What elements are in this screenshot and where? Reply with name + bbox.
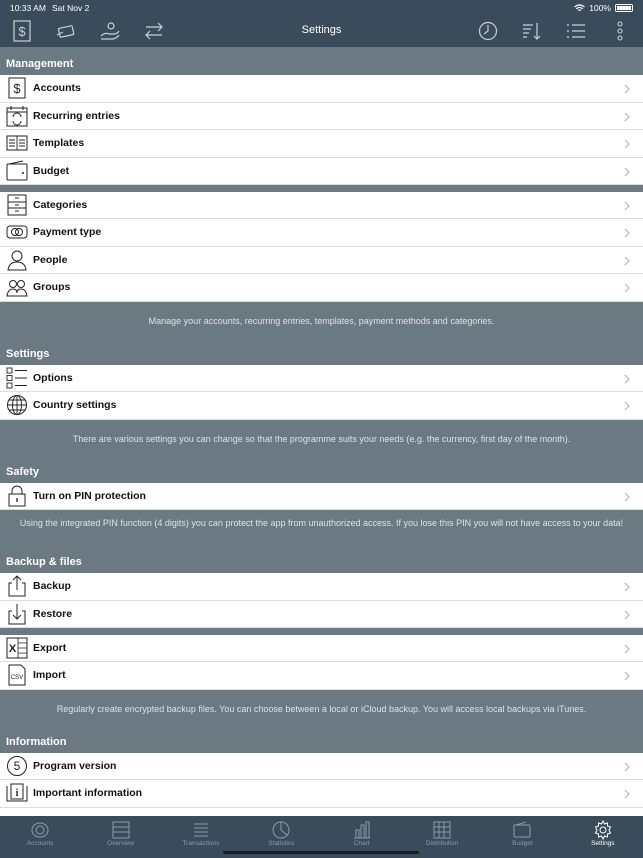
chevron-right-icon bbox=[621, 761, 633, 773]
tab-accounts[interactable] bbox=[0, 816, 80, 858]
row-program-version[interactable] bbox=[0, 753, 643, 781]
row-backup[interactable] bbox=[0, 573, 643, 601]
tab-label: Budget bbox=[512, 840, 533, 847]
row-people[interactable] bbox=[0, 247, 643, 275]
tab-settings[interactable] bbox=[563, 816, 643, 858]
clock-icon[interactable] bbox=[477, 20, 499, 42]
chevron-right-icon bbox=[621, 609, 633, 621]
row-options[interactable] bbox=[0, 365, 643, 393]
svg-text:i: i bbox=[15, 788, 19, 800]
row-export[interactable] bbox=[0, 635, 643, 663]
row-label: Recurring entries bbox=[33, 109, 120, 122]
status-date: Sat Nov 2 bbox=[52, 3, 90, 13]
excel-icon bbox=[5, 636, 29, 660]
row-label: Turn on PIN protection bbox=[33, 489, 146, 502]
info-settings: There are various settings you can change so that the programme suits your needs (e.g. the currency, first day of the month). bbox=[72, 434, 571, 444]
lock-icon bbox=[5, 484, 29, 508]
row-templates[interactable] bbox=[0, 130, 643, 158]
row-label: Program version bbox=[33, 759, 117, 772]
row-budget[interactable] bbox=[0, 158, 643, 186]
info-safety: Using the integrated PIN function (4 digits) you can protect the app from unauthorized access. If you lose this PIN you will not have access to your data! bbox=[19, 518, 624, 528]
page-title: Settings bbox=[301, 24, 342, 36]
status-bar bbox=[0, 0, 643, 16]
home-indicator bbox=[223, 851, 419, 854]
more-icon[interactable] bbox=[609, 20, 631, 42]
wifi-icon bbox=[574, 4, 585, 12]
csv-file-icon bbox=[5, 663, 29, 687]
info-book-icon bbox=[5, 781, 29, 805]
status-time: 10:33 AM bbox=[10, 3, 46, 13]
row-label: Important information bbox=[33, 787, 143, 800]
tab-label: Transactions bbox=[182, 840, 220, 847]
list-icon[interactable] bbox=[565, 20, 587, 42]
checklist-icon bbox=[5, 366, 29, 390]
row-label: Country settings bbox=[33, 399, 117, 412]
info-management: Manage your accounts, recurring entries, templates, payment methods and categories. bbox=[148, 316, 495, 326]
statistics-icon bbox=[271, 820, 291, 840]
row-payment-type[interactable] bbox=[0, 219, 643, 247]
group-icon bbox=[5, 275, 29, 299]
templates-icon bbox=[5, 131, 29, 155]
row-label: Backup bbox=[33, 580, 71, 593]
row-categories[interactable] bbox=[0, 192, 643, 220]
chevron-right-icon bbox=[621, 227, 633, 239]
row-label: Options bbox=[33, 371, 73, 384]
overview-icon bbox=[111, 820, 131, 840]
battery-percent: 100% bbox=[589, 3, 611, 13]
status-right bbox=[574, 3, 633, 13]
recurring-calendar-icon bbox=[5, 104, 29, 128]
svg-text:X: X bbox=[8, 642, 17, 655]
chevron-right-icon bbox=[621, 491, 633, 503]
tab-label: Settings bbox=[591, 840, 615, 847]
version-number: 5 bbox=[13, 758, 21, 773]
chevron-right-icon bbox=[621, 166, 633, 178]
row-label: Categories bbox=[33, 198, 88, 211]
row-country-settings[interactable] bbox=[0, 392, 643, 420]
chevron-right-icon bbox=[621, 83, 633, 95]
chevron-right-icon bbox=[621, 670, 633, 682]
chevron-right-icon bbox=[621, 581, 633, 593]
tab-budget[interactable] bbox=[482, 816, 562, 858]
tab-label: Accounts bbox=[26, 840, 54, 847]
tab-label: Overview bbox=[107, 840, 135, 847]
row-label: Templates bbox=[33, 137, 85, 150]
svg-text:$: $ bbox=[13, 81, 21, 97]
tab-label: Statistics bbox=[268, 840, 295, 847]
nav-bar bbox=[0, 16, 643, 47]
tab-label: Distribution bbox=[425, 840, 459, 847]
chevron-right-icon bbox=[621, 111, 633, 123]
row-label: Restore bbox=[33, 607, 73, 620]
chevron-right-icon bbox=[621, 255, 633, 267]
cabinet-icon bbox=[5, 193, 29, 217]
section-header-backup: Backup & files bbox=[0, 545, 643, 573]
chevron-right-icon bbox=[621, 282, 633, 294]
chevron-right-icon bbox=[621, 788, 633, 800]
section-header-safety: Safety bbox=[0, 455, 643, 483]
svg-text:$: $ bbox=[18, 24, 26, 39]
row-groups[interactable] bbox=[0, 274, 643, 302]
wallet-icon bbox=[512, 820, 532, 840]
row-label: Export bbox=[33, 641, 67, 654]
transactions-list-icon bbox=[191, 820, 211, 840]
upload-icon bbox=[5, 574, 29, 598]
row-important-information[interactable] bbox=[0, 780, 643, 808]
tab-label: Chart bbox=[353, 840, 370, 847]
gear-icon bbox=[593, 820, 613, 840]
row-pin-protection[interactable] bbox=[0, 483, 643, 511]
globe-icon bbox=[5, 393, 29, 417]
row-restore[interactable] bbox=[0, 601, 643, 629]
row-label: Import bbox=[33, 669, 66, 682]
row-label: Payment type bbox=[33, 226, 102, 239]
bar-chart-icon bbox=[352, 820, 372, 840]
row-import[interactable] bbox=[0, 662, 643, 690]
person-icon bbox=[5, 248, 29, 272]
chevron-right-icon bbox=[621, 643, 633, 655]
chevron-right-icon bbox=[621, 400, 633, 412]
card-icon bbox=[5, 220, 29, 244]
chevron-right-icon bbox=[621, 200, 633, 212]
row-label: People bbox=[33, 253, 68, 266]
row-recurring-entries[interactable] bbox=[0, 103, 643, 131]
row-label: Budget bbox=[33, 164, 70, 177]
section-header-management: Management bbox=[0, 47, 643, 75]
chevron-right-icon bbox=[621, 373, 633, 385]
download-icon bbox=[5, 602, 29, 626]
version-number-icon bbox=[5, 754, 29, 778]
section-header-settings: Settings bbox=[0, 337, 643, 365]
sort-icon[interactable] bbox=[521, 20, 543, 42]
svg-text:CSV: CSV bbox=[10, 675, 24, 682]
battery-icon bbox=[615, 4, 633, 12]
row-accounts[interactable] bbox=[0, 75, 643, 103]
info-backup: Regularly create encrypted backup files. You can choose between a local or iCloud backup. You will access local backups via iTunes. bbox=[56, 704, 587, 714]
grid-icon bbox=[432, 820, 452, 840]
row-label: Groups bbox=[33, 281, 71, 294]
coins-icon bbox=[30, 820, 50, 840]
dollar-icon bbox=[5, 76, 29, 100]
row-label: Accounts bbox=[33, 82, 81, 95]
tab-overview[interactable] bbox=[80, 816, 160, 858]
wallet-icon bbox=[5, 159, 29, 183]
section-header-information: Information bbox=[0, 725, 643, 753]
chevron-right-icon bbox=[621, 138, 633, 150]
